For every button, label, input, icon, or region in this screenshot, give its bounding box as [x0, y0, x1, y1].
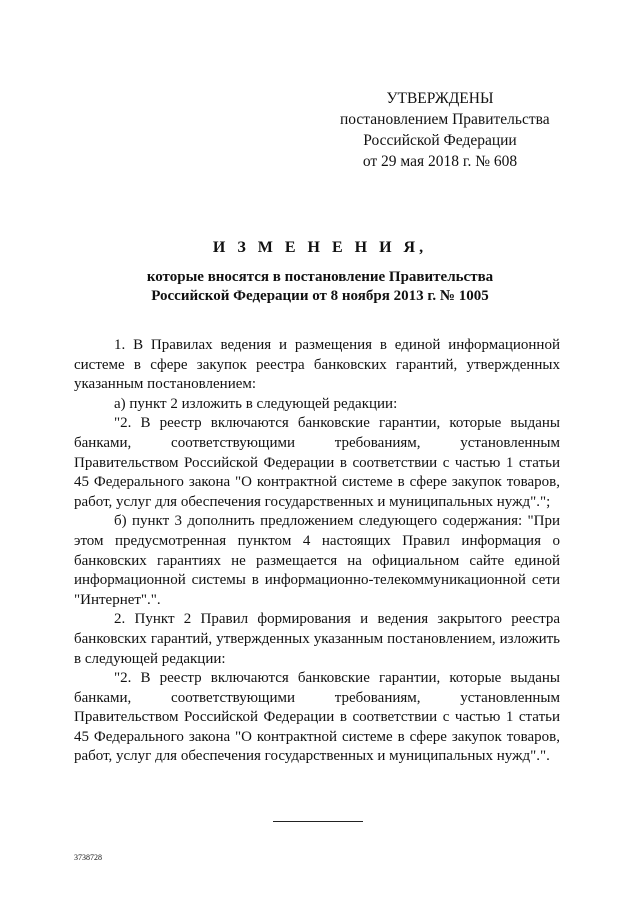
approval-line: постановлением Правительства	[340, 111, 550, 128]
paragraph: а) пункт 2 изложить в следующей редакции:	[114, 395, 398, 412]
paragraph: "2. В реестр включаются банковские гарантии, которые выданы банками, соответствующими требованиям, установленным Правительством Российской Федерации в соответствии с частью 1 статьи 45 Федерального закона "О контрактной системе в сфере закупок товаров, работ, услуг для обеспечения государственных и муниципальных нужд".";	[74, 415, 560, 510]
paragraph: 1. В Правилах ведения и размещения в единой информационной системе в сфере закупок реестра банковских гарантий, утвержденных указанным постановлением:	[74, 337, 560, 393]
approval-line: Российской Федерации	[363, 132, 517, 149]
document-subtitle	[60, 268, 580, 306]
paragraph: "2. В реестр включаются банковские гарантии, которые выданы банками, соответствующими требованиям, установленным Правительством Российской Федерации в соответствии с частью 1 статьи 45 Федерального закона "О контрактной системе в сфере закупок товаров, работ, услуг для обеспечения государственных и муниципальных нужд".".	[74, 670, 560, 765]
document-number: 3738728	[74, 853, 102, 862]
paragraph: б) пункт 3 дополнить предложением следующего содержания: "При этом предусмотренная пунктом 4 настоящих Правил информация о банковских гарантиях не размещается на официальном сайте единой информационной системы в информационно-телекоммуникационной сети "Интернет".".	[74, 513, 560, 608]
document-body	[74, 336, 560, 767]
approval-line: от 29 мая 2018 г. № 608	[362, 153, 518, 170]
paragraph: 2. Пункт 2 Правил формирования и ведения закрытого реестра банковских гарантий, утвержденных указанным постановлением, изложить в следующей редакции:	[74, 611, 560, 667]
end-divider	[273, 821, 363, 822]
subtitle-line: Российской Федерации от 8 ноября 2013 г. № 1005	[151, 288, 489, 304]
document-heading	[60, 238, 580, 306]
approval-stamp	[340, 88, 550, 172]
subtitle-line: которые вносятся в постановление Правительства	[146, 269, 494, 285]
document-title: И З М Е Н Е Н И Я,	[212, 239, 428, 256]
approval-line: УТВЕРЖДЕНЫ	[386, 90, 494, 107]
